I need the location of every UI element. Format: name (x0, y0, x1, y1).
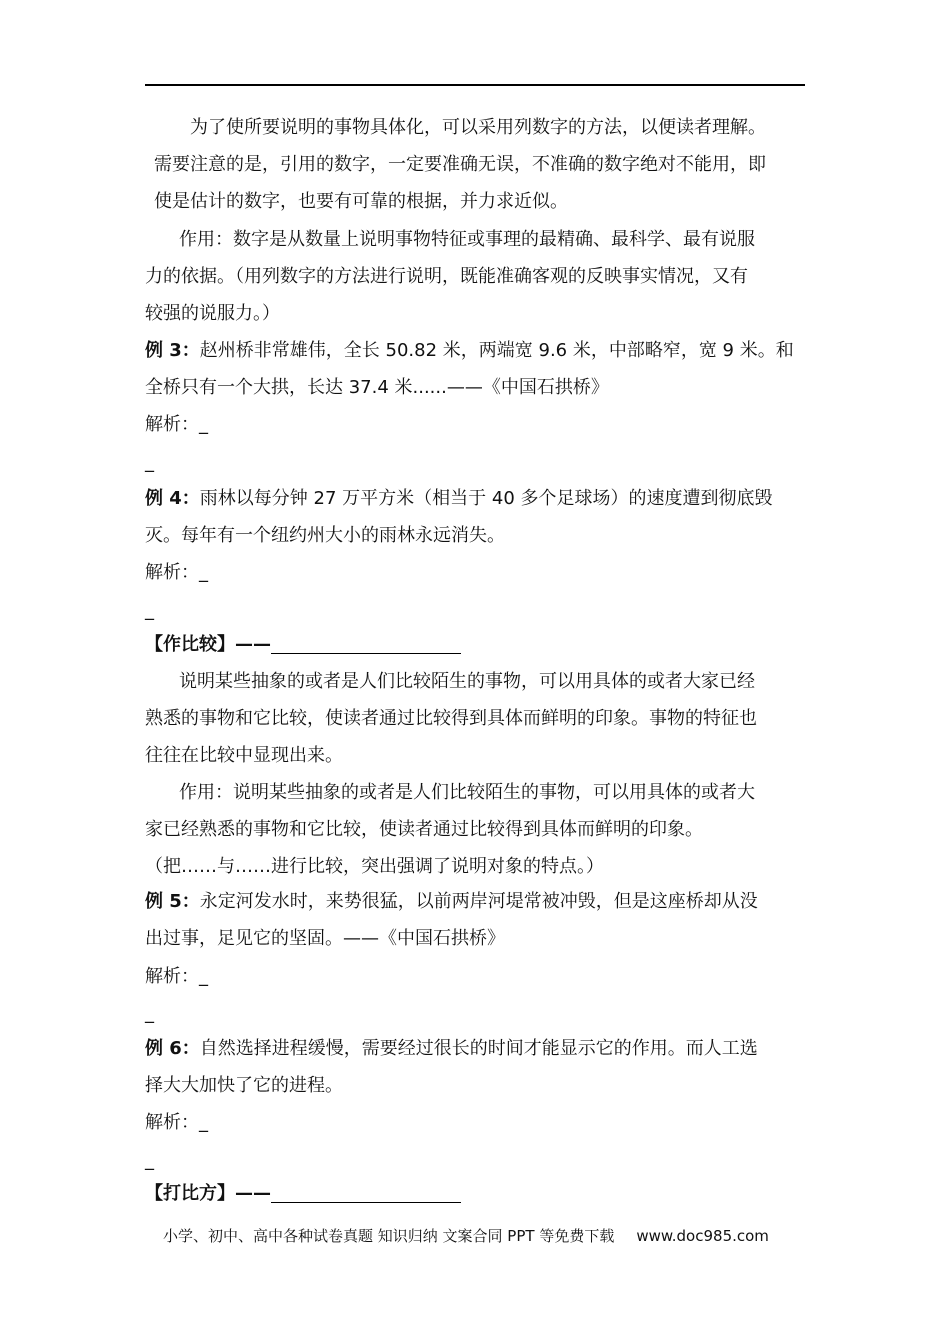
example-6 (145, 1037, 758, 1061)
blank-mark: _ (145, 600, 154, 621)
example-4 (145, 487, 773, 511)
paragraph-line: 往往在比较中显现出来。 (145, 745, 343, 766)
analysis-label: 解析：_ (145, 414, 208, 435)
example-text: 雨林以每分钟 27 万平方米（相当于 40 多个足球场）的速度遭到彻底毁 (199, 488, 773, 509)
paragraph-line: 需要注意的是，引用的数字，一定要准确无误，不准确的数字绝对不能用，即 (154, 154, 766, 175)
example-3 (145, 339, 794, 363)
analysis-label: 解析：_ (145, 1112, 208, 1133)
paragraph-line: 家已经熟悉的事物和它比较，使读者通过比较得到具体而鲜明的印象。 (145, 819, 703, 840)
paragraph-line: 出过事，足见它的坚固。——《中国石拱桥》 (145, 928, 505, 949)
paragraph-line: 较强的说服力。） (145, 303, 280, 324)
heading-text: 【打比方】—— (145, 1183, 271, 1204)
fill-blank-line (271, 635, 461, 654)
fill-blank-line (271, 1184, 461, 1203)
example-label: 例 5： (145, 891, 200, 912)
paragraph-line: 熟悉的事物和它比较，使读者通过比较得到具体而鲜明的印象。事物的特征也 (145, 708, 757, 729)
paragraph-line: 说明某些抽象的或者是人们比较陌生的事物，可以用具体的或者大家已经 (179, 671, 755, 692)
paragraph-line: 力的依据。（用列数字的方法进行说明，既能准确客观的反映事实情况，又有 (145, 266, 748, 287)
blank-mark: _ (145, 1003, 154, 1024)
header-rule (145, 84, 805, 86)
analysis-label: 解析：_ (145, 966, 208, 987)
example-text: 赵州桥非常雄伟，全长 50.82 米，两端宽 9.6 米，中部略窄，宽 9 米。和 (199, 340, 794, 361)
footer-url[interactable]: www.doc985.com (636, 1227, 769, 1245)
paragraph-line: （把……与……进行比较，突出强调了说明对象的特点。） (145, 856, 604, 877)
example-text: 永定河发水时，来势很猛，以前两岸河堤常被冲毁，但是这座桥却从没 (199, 891, 758, 912)
footer-text: 小学、初中、高中各种试卷真题 知识归纳 文案合同 PPT 等免费下载 (163, 1227, 615, 1245)
paragraph-line: 作用：数字是从数量上说明事物特征或事理的最精确、最科学、最有说服 (179, 229, 755, 250)
example-5 (145, 890, 758, 914)
example-text: 自然选择进程缓慢，需要经过很长的时间才能显示它的作用。而人工选 (199, 1038, 758, 1059)
blank-mark: _ (145, 452, 154, 473)
paragraph-line: 灭。每年有一个纽约州大小的雨林永远消失。 (145, 525, 505, 546)
example-label: 例 6： (145, 1038, 200, 1059)
paragraph-line: 使是估计的数字，也要有可靠的根据，并力求近似。 (154, 191, 568, 212)
paragraph-line: 为了使所要说明的事物具体化，可以采用列数字的方法，以便读者理解。 (190, 117, 766, 138)
paragraph-line: 全桥只有一个大拱，长达 37.4 米......——《中国石拱桥》 (145, 377, 609, 398)
page-footer (163, 1225, 769, 1246)
example-label: 例 3： (145, 340, 200, 361)
section-heading-compare (145, 633, 461, 657)
example-label: 例 4： (145, 488, 200, 509)
heading-text: 【作比较】—— (145, 634, 271, 655)
analysis-label: 解析：_ (145, 562, 208, 583)
blank-mark: _ (145, 1150, 154, 1171)
paragraph-line: 作用：说明某些抽象的或者是人们比较陌生的事物，可以用具体的或者大 (179, 782, 755, 803)
section-heading-analogy (145, 1182, 461, 1206)
paragraph-line: 择大大加快了它的进程。 (145, 1075, 343, 1096)
